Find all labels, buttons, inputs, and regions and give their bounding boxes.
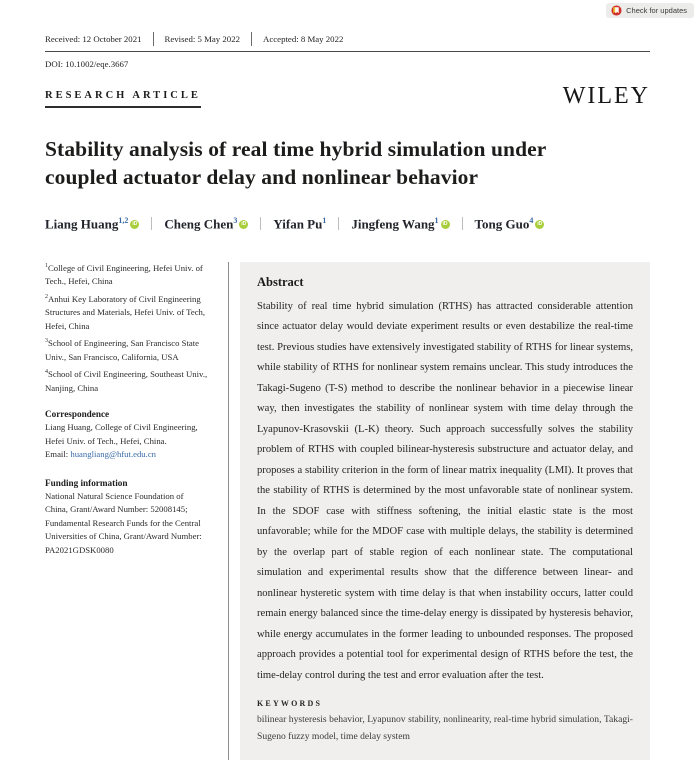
body-columns bbox=[45, 262, 650, 760]
orcid-icon[interactable]: iD bbox=[132, 220, 138, 227]
author-name: Jingfeng Wang bbox=[351, 216, 435, 232]
author-name: Liang Huang bbox=[45, 216, 119, 232]
orcid-icon[interactable]: iD bbox=[241, 220, 247, 227]
author bbox=[475, 216, 545, 232]
crossmark-icon bbox=[611, 5, 622, 16]
affiliation-sup: 2 bbox=[45, 293, 48, 300]
keywords-heading: KEYWORDS bbox=[257, 699, 323, 709]
dates-row bbox=[45, 32, 650, 52]
affiliation bbox=[45, 337, 208, 364]
author-affiliation-sup: 1 bbox=[322, 216, 327, 226]
check-for-updates-button[interactable] bbox=[606, 3, 694, 18]
received-date: Received: 12 October 2021 bbox=[45, 34, 142, 44]
date-divider bbox=[153, 32, 154, 46]
orcid-icon[interactable]: iD bbox=[442, 220, 448, 227]
check-for-updates-label: Check for updates bbox=[626, 6, 687, 15]
header-row bbox=[45, 83, 650, 109]
author-name: Yifan Pu bbox=[273, 216, 323, 232]
author-name: Cheng Chen bbox=[164, 216, 234, 232]
affiliation-text: College of Civil Engineering, Hefei Univ. of Tech., Hefei, China bbox=[45, 262, 203, 287]
funding-heading: Funding information bbox=[45, 477, 128, 488]
correspondence-text: Liang Huang, College of Civil Engineering, Hefei Univ. of Tech., Hefei, China. bbox=[45, 422, 198, 446]
article-type-label: RESEARCH ARTICLE bbox=[45, 90, 201, 108]
keywords-text: bilinear hysteresis behavior, Lyapunov stability, nonlinearity, real-time hybrid simulation, Takagi-Sugeno fuzzy model, time delay system bbox=[257, 714, 633, 742]
author bbox=[273, 216, 326, 232]
affiliation bbox=[45, 262, 208, 289]
author-divider bbox=[260, 217, 261, 230]
revised-date: Revised: 5 May 2022 bbox=[164, 34, 240, 44]
metadata-column bbox=[45, 262, 229, 760]
orcid-icon[interactable]: iD bbox=[537, 220, 543, 227]
affiliation-sup: 1 bbox=[45, 262, 48, 269]
date-divider bbox=[251, 32, 252, 46]
affiliation-text: School of Engineering, San Francisco State Univ., San Francisco, California, USA bbox=[45, 338, 200, 362]
affiliation-sup: 4 bbox=[45, 369, 48, 376]
correspondence-email-row bbox=[45, 448, 208, 461]
author-divider bbox=[338, 217, 339, 230]
authors-row bbox=[45, 216, 650, 232]
affiliation bbox=[45, 293, 208, 333]
author-divider bbox=[151, 217, 152, 230]
author-affiliation-sup: 1,2 bbox=[118, 216, 129, 226]
abstract-text: Stability of real time hybrid simulation (RTHS) has attracted considerable attention since actuator delay would deviate experiment results or even destabilize the real-time test. Previous studies have extensively investigated stability of RTHS for linear systems, while stability of RTHS for nonlinear system remains unclear. This study introduces the Takagi-Sugeno (T-S) method to describe the nonlinear behavior in a piecewise linear way, then investigates the stability of nonlinear system with time delay through the Lyapunov-Krasovskii (L-K) theory. Such approach successfully solves the stability problem of RTHS with coupled bilinear-hysteresis substructure and actuator delay, and proposes a stability criterion in the form of linear matrix inequality (LMI). It proves that the stability of RTHS is determined by the most unfavorable state of nonlinear system. In the SDOF case with stiffness softening, the initial elastic state is the most unfavorable; while for the MDOF case with multiple delays, the stability is determined by the overlap part of stable region of each nonlinear state. The computational simulation and experimental results show that the difference between linear- and nonlinear hysteretic system with time delay is that when instability occurs, latter could remain energy balanced since the time-delay energy is dissipated by hysteresis behavior, while energy accumulates in the former leading to unbounded responses. The proposed approach provides a potential tool for experimental design of RTHS before the test, the time-delay control during the test and error evaluation after the test. bbox=[257, 300, 633, 681]
doi: DOI: 10.1002/eqe.3667 bbox=[45, 59, 129, 69]
correspondence-block bbox=[45, 407, 208, 462]
author-affiliation-sup: 4 bbox=[529, 216, 534, 226]
email-label: Email: bbox=[45, 449, 71, 460]
author bbox=[164, 216, 248, 232]
funding-block bbox=[45, 476, 208, 558]
author-affiliation-sup: 1 bbox=[434, 216, 439, 226]
author-affiliation-sup: 3 bbox=[233, 216, 238, 226]
wiley-logo: WILEY bbox=[562, 83, 650, 109]
page-title: Stability analysis of real time hybrid simulation under coupled actuator delay and nonlinear behavior bbox=[45, 136, 547, 189]
correspondence-heading: Correspondence bbox=[45, 409, 110, 420]
email-link[interactable]: huangliang@hfut.edu.cn bbox=[70, 449, 157, 460]
author-name: Tong Guo bbox=[474, 216, 530, 232]
funding-text: National Natural Science Foundation of China, Grant/Award Number: 52008145; Fundamental Research Funds for the Central Universities of China, Grant/Award Number: PA2021GDSK0080 bbox=[45, 490, 202, 555]
affiliation bbox=[45, 368, 208, 395]
author bbox=[351, 216, 449, 232]
affiliation-sup: 3 bbox=[45, 338, 48, 345]
abstract-heading: Abstract bbox=[257, 274, 304, 289]
affiliation-text: Anhui Key Laboratory of Civil Engineering Structures and Materials, Hefei Univ. of Tech, Hefei, China bbox=[45, 293, 206, 331]
author bbox=[45, 216, 139, 232]
author-divider bbox=[462, 217, 463, 230]
abstract-box bbox=[240, 262, 650, 760]
accepted-date: Accepted: 8 May 2022 bbox=[263, 34, 344, 44]
affiliation-text: School of Civil Engineering, Southeast Univ., Nanjing, China bbox=[45, 369, 208, 393]
